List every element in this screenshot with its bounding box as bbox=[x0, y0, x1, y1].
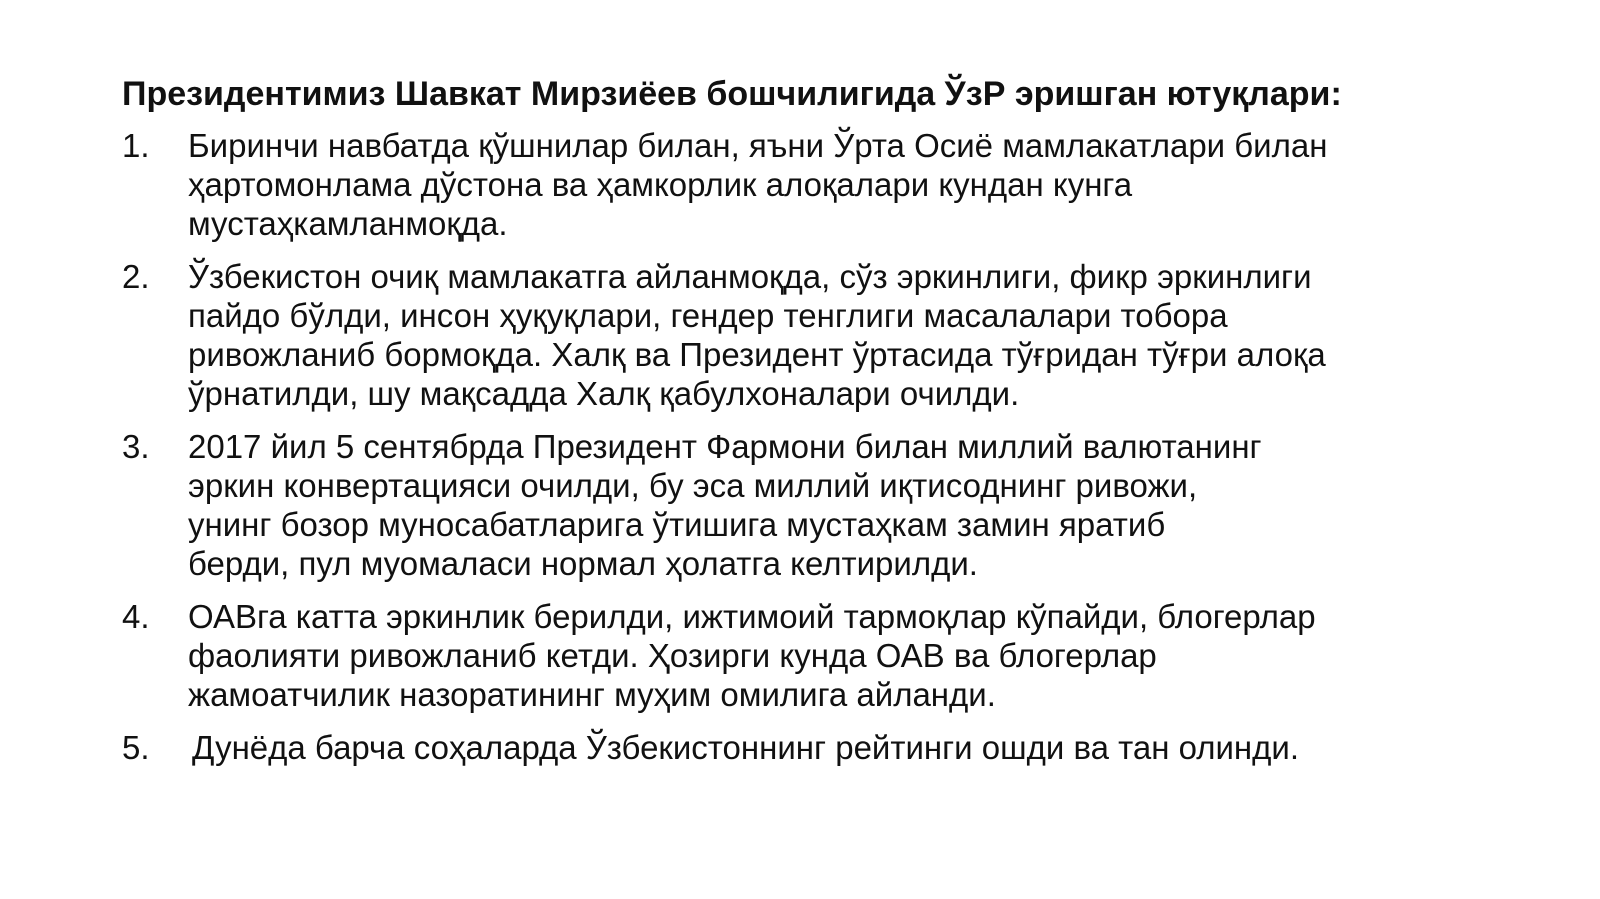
slide-title: Президентимиз Шавкат Мирзиёев бошчилигида ЎзР эришган ютуқлари: bbox=[122, 75, 1342, 113]
list-item-number: 2. bbox=[122, 258, 150, 295]
list-item-number: 1. bbox=[122, 127, 150, 164]
list-item bbox=[122, 728, 1542, 767]
list-item-text: Ўзбекистон очиқ мамлакатга айланмоқда, сўз эркинлиги, фикр эркинлиги пайдо бўлди, инсон ҳуқуқлари, гендер тенглиги масалалари тобора ривожланиб бормоқда. Халқ ва Президент ўртасида тўғридан тўғри алоқа ўрнатилди, шу мақсадда Халқ қабулхоналари очилди. bbox=[188, 258, 1326, 412]
list-item bbox=[122, 257, 1542, 413]
list-item-number: 5. bbox=[122, 729, 150, 766]
list-item-text: Дунёда барча соҳаларда Ўзбекистоннинг рейтинги ошди ва тан олинди. bbox=[192, 729, 1300, 766]
list-item-text: Биринчи навбатда қўшнилар билан, яъни Ўрта Осиё мамлакатлари билан ҳартомонлама дўстона ва ҳамкорлик алоқалари кундан кунга мустаҳкамланмоқда. bbox=[188, 127, 1328, 242]
list-item bbox=[122, 597, 1542, 714]
list-item-number: 4. bbox=[122, 598, 150, 635]
list-item bbox=[122, 427, 1542, 583]
list-item-number: 3. bbox=[122, 428, 150, 465]
list-item-text: ОАВга катта эркинлик берилди, ижтимоий тармоқлар кўпайди, блогерлар фаолияти ривожланиб кетди. Ҳозирги кунда ОАВ ва блогерлар жамоатчилик назоратининг муҳим омилига айланди. bbox=[188, 598, 1316, 713]
list-item-text: 2017 йил 5 сентябрда Президент Фармони билан миллий валютанинг эркин конвертацияси очилди, бу эса миллий иқтисоднинг ривожи, унинг бозор муносабатларига ўтишига мустаҳкам замин яратиб берди, пул муомаласи нормал ҳолатга келтирилди. bbox=[188, 428, 1262, 582]
list-item bbox=[122, 126, 1542, 243]
achievements-list bbox=[122, 126, 1542, 781]
